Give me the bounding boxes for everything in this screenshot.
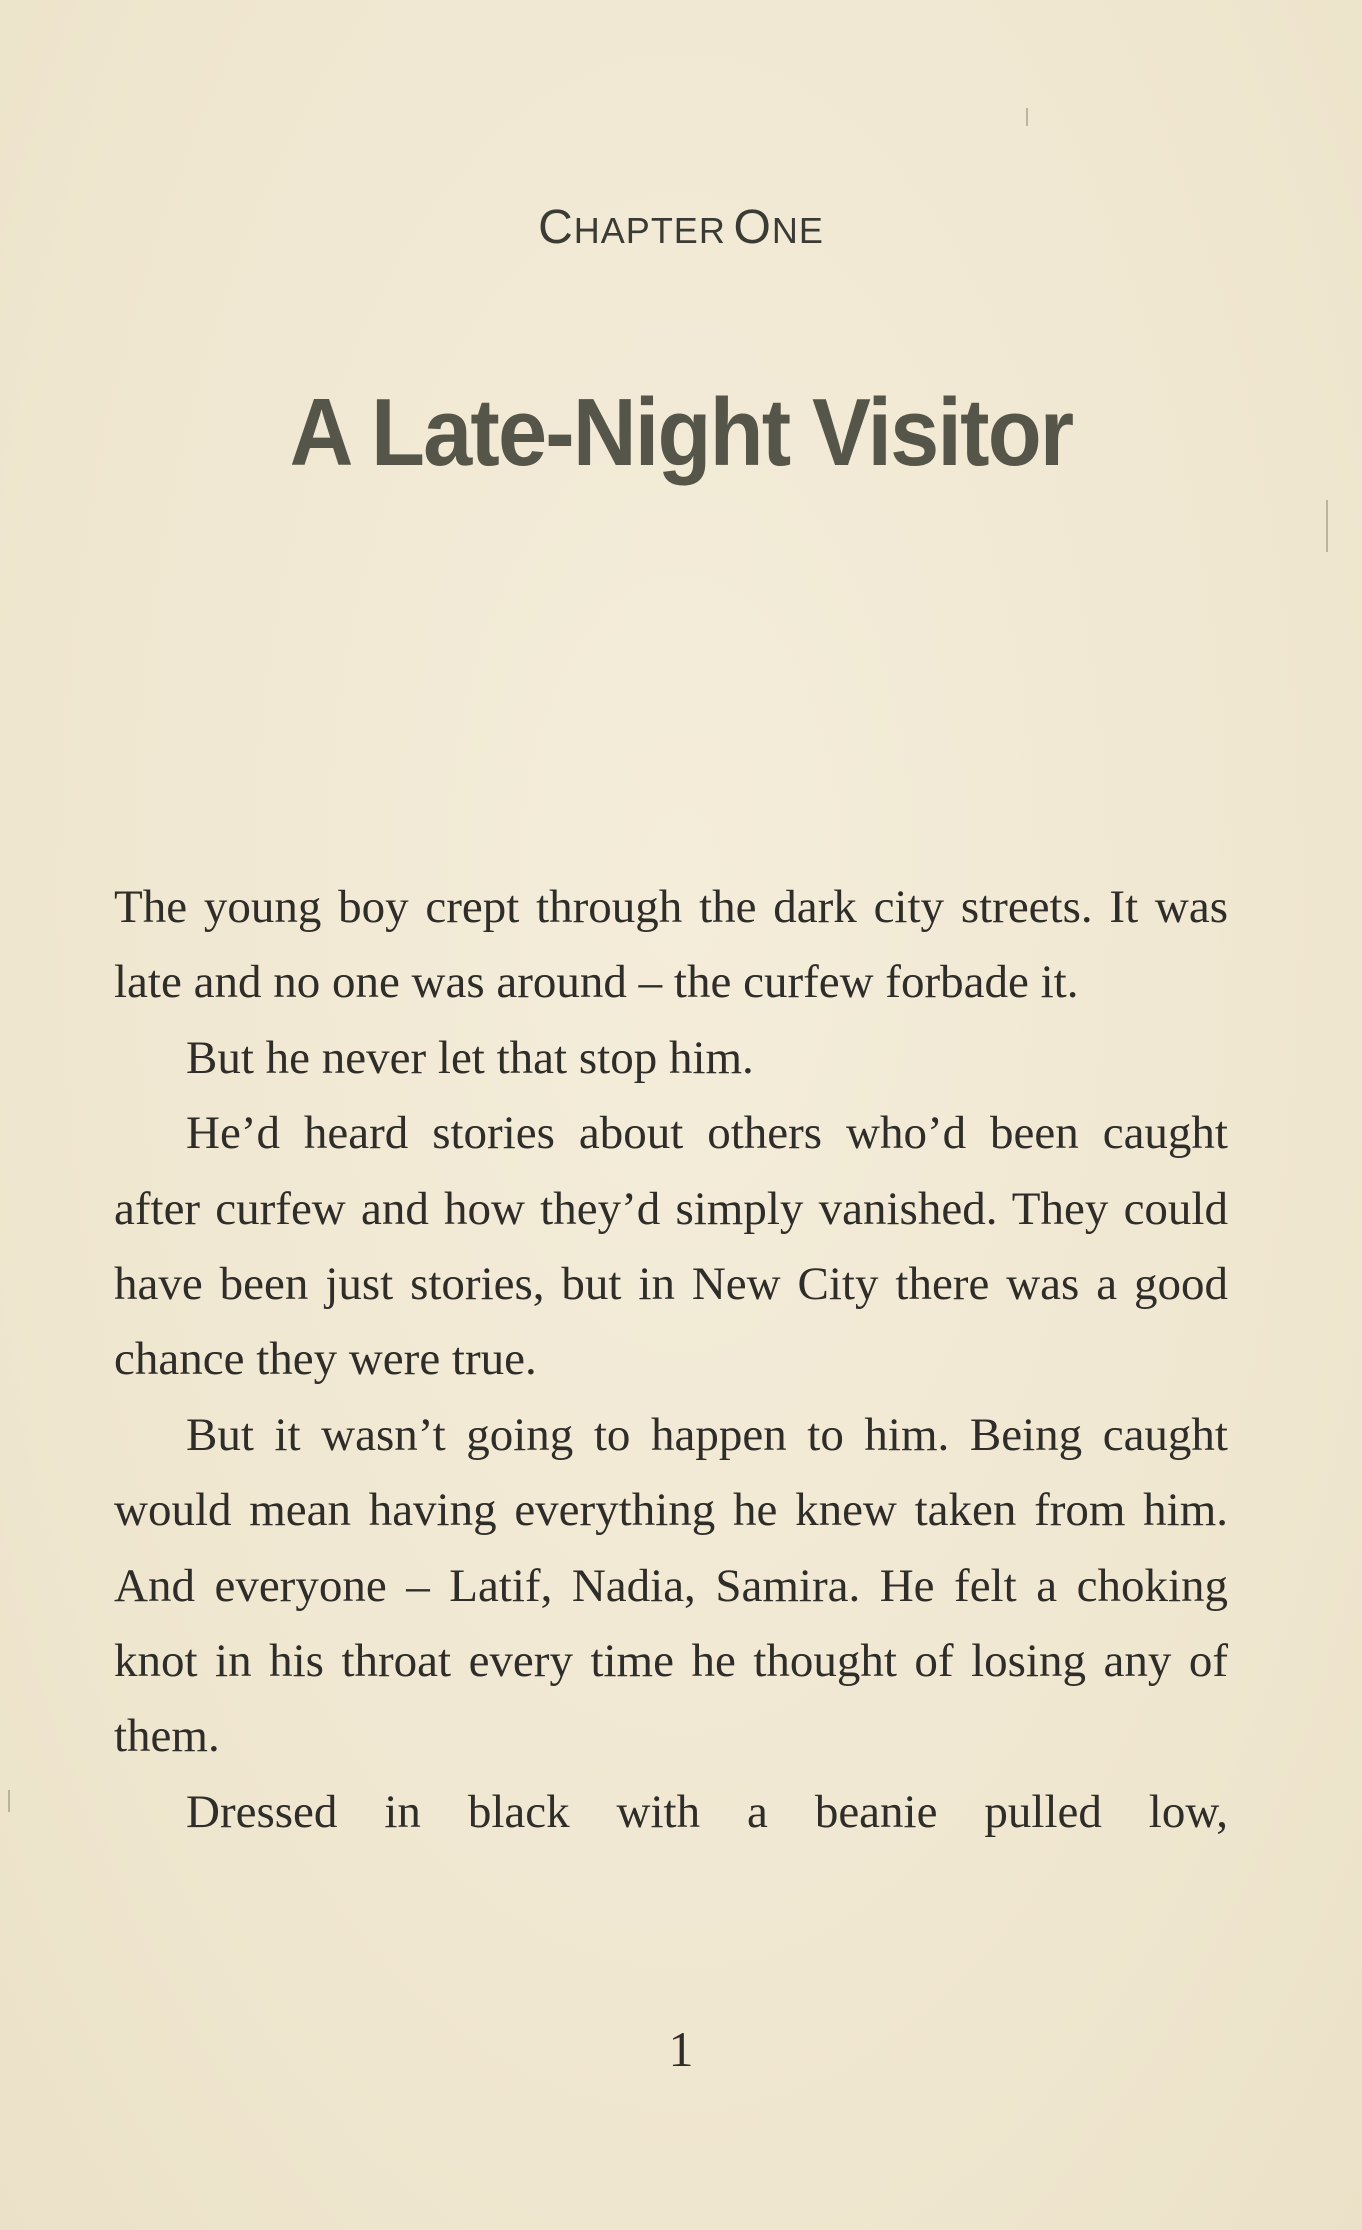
- chapter-number-initial: O: [733, 201, 772, 254]
- paragraph: But he never let that stop him.: [186, 1031, 754, 1084]
- chapter-label-initial: C: [538, 201, 574, 254]
- paper-speck: [1026, 108, 1028, 126]
- paper-speck: [1326, 500, 1328, 552]
- chapter-label-word: HAPTER: [573, 210, 726, 251]
- chapter-number-word: NE: [771, 210, 824, 251]
- chapter-body: [114, 870, 1228, 1850]
- page-number: 1: [668, 2021, 694, 2077]
- paragraph: He’d heard stories about others who’d been caught after curfew and how they’d simply vanished. They could have been just stories, but in New City there was a good chance they were true.: [114, 1107, 1228, 1386]
- chapter-title: A Late-Night Visitor: [289, 379, 1073, 486]
- paragraph: But it wasn’t going to happen to him. Being caught would mean having everything he knew taken from him. And everyone – Latif, Nadia, Samira. He felt a choking knot in his throat every time he thought of losing any of them.: [114, 1408, 1228, 1763]
- paragraph: The young boy crept through the dark city streets. It was late and no one was around – the curfew forbade it.: [114, 881, 1228, 1009]
- chapter-label: [0, 200, 1362, 255]
- paper-speck: [8, 1790, 10, 1812]
- paragraph: Dressed in black with a beanie pulled low,: [186, 1785, 1228, 1838]
